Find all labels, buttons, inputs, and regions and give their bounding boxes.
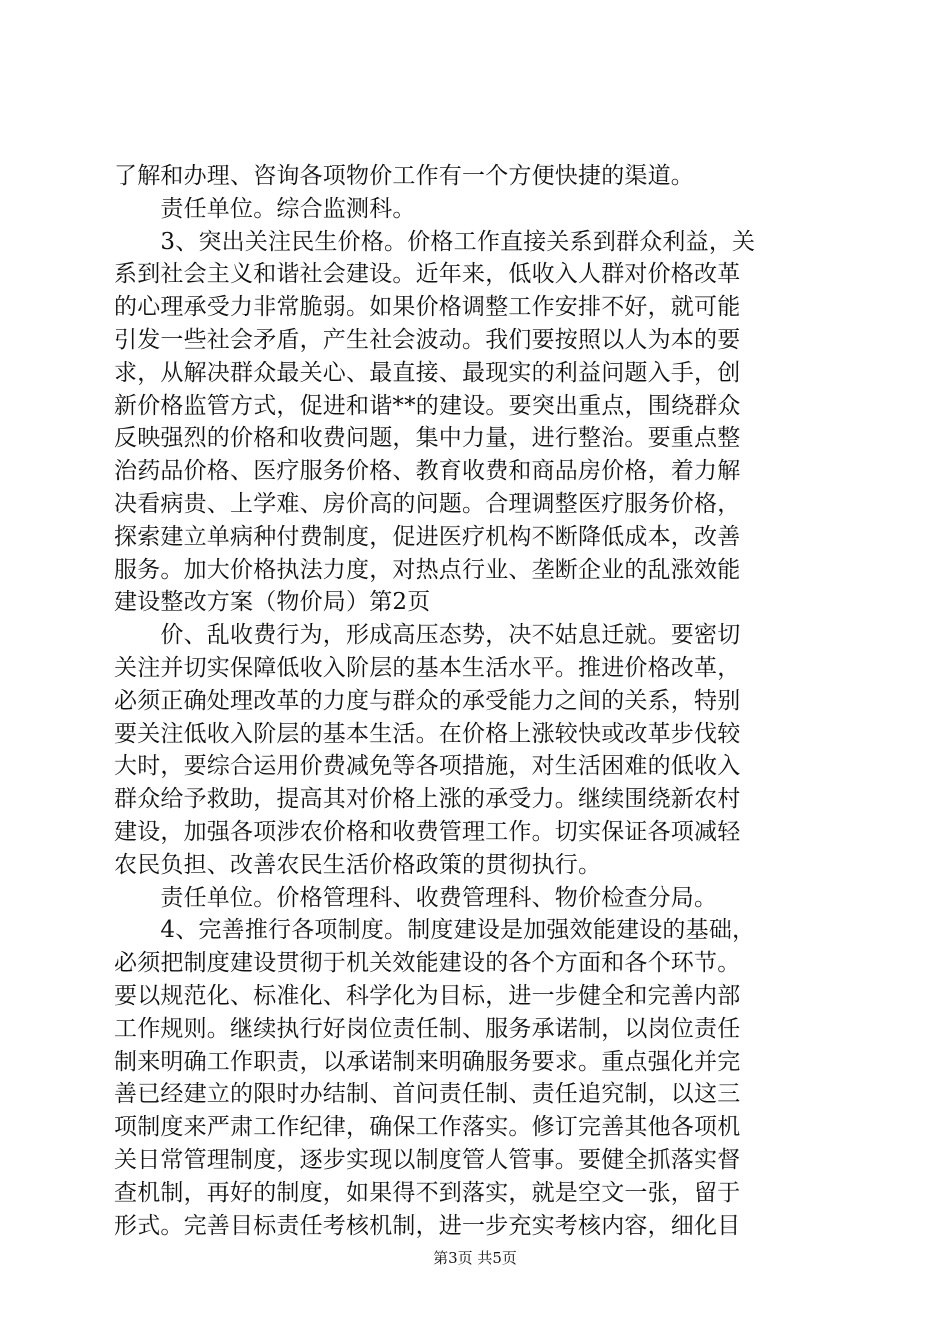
text-line: 价、乱收费行为，形成高压态势，决不姑息迁就。要密切 <box>114 622 741 649</box>
text-line: 反映强烈的价格和收费问题，集中力量，进行整治。要重点整 <box>114 425 741 452</box>
text-line: 系到社会主义和谐社会建设。近年来，低收入人群对价格改革 <box>114 261 741 288</box>
page-footer: 第3页 共5页 <box>433 1249 517 1267</box>
text-line: 工作规则。继续执行好岗位责任制、服务承诺制，以岗位责任 <box>114 1015 741 1042</box>
text-line: 引发一些社会矛盾，产生社会波动。我们要按照以人为本的要 <box>114 326 741 353</box>
text-line: 建设，加强各项涉农价格和收费管理工作。切实保证各项减轻 <box>114 818 741 845</box>
text-line: 查机制，再好的制度，如果得不到落实，就是空文一张，留于 <box>114 1179 741 1206</box>
text-line: 3、突出关注民生价格。价格工作直接关系到群众利益，关 <box>114 228 756 255</box>
text-line: 新价格监管方式，促进和谐**的建设。要突出重点，围绕群众 <box>114 392 741 419</box>
text-line: 大时，要综合运用价费减免等各项措施，对生活困难的低收入 <box>114 753 741 780</box>
text-line: 责任单位。综合监测科。 <box>114 195 416 222</box>
text-line: 责任单位。价格管理科、收费管理科、物价检查分局。 <box>114 884 718 911</box>
text-line: 探索建立单病种付费制度，促进医疗机构不断降低成本，改善 <box>114 523 741 550</box>
text-line: 了解和办理、咨询各项物价工作有一个方便快捷的渠道。 <box>114 163 694 189</box>
text-line: 建设整改方案（物价局）第2页 <box>114 589 431 616</box>
text-line: 群众给予救助，提高其对价格上涨的承受力。继续围绕新农村 <box>114 786 741 813</box>
text-line: 关日常管理制度，逐步实现以制度管人管事。要健全抓落实督 <box>114 1146 741 1173</box>
text-line: 必须正确处理改革的力度与群众的承受能力之间的关系，特别 <box>114 687 741 714</box>
text-line: 项制度来严肃工作纪律，确保工作落实。修订完善其他各项机 <box>114 1114 741 1141</box>
text-line: 关注并切实保障低收入阶层的基本生活水平。推进价格改革， <box>114 654 741 681</box>
text-line: 制来明确工作职责，以承诺制来明确服务要求。重点强化并完 <box>114 1048 741 1075</box>
text-line: 要以规范化、标准化、科学化为目标，进一步健全和完善内部 <box>114 982 741 1009</box>
text-line: 要关注低收入阶层的基本生活。在价格上涨较快或改革步伐较 <box>114 720 741 747</box>
text-line: 决看病贵、上学难、房价高的问题。合理调整医疗服务价格， <box>114 490 741 517</box>
text-line: 的心理承受力非常脆弱。如果价格调整工作安排不好，就可能 <box>114 294 741 321</box>
text-line: 服务。加大价格执法力度，对热点行业、垄断企业的乱涨效能 <box>114 556 741 583</box>
text-line: 必须把制度建设贯彻于机关效能建设的各个方面和各个环节。 <box>114 950 741 977</box>
text-line: 形式。完善目标责任考核机制，进一步充实考核内容，细化目 <box>114 1212 741 1239</box>
document-body <box>114 160 834 1242</box>
text-line: 善已经建立的限时办结制、首问责任制、责任追究制，以这三 <box>114 1081 741 1108</box>
text-line: 农民负担、改善农民生活价格政策的贯彻执行。 <box>114 851 602 878</box>
text-line: 治药品价格、医疗服务价格、教育收费和商品房价格，着力解 <box>114 458 741 485</box>
text-line: 求，从解决群众最关心、最直接、最现实的利益问题入手，创 <box>114 359 741 386</box>
text-line: 4、完善推行各项制度。制度建设是加强效能建设的基础， <box>114 917 756 944</box>
